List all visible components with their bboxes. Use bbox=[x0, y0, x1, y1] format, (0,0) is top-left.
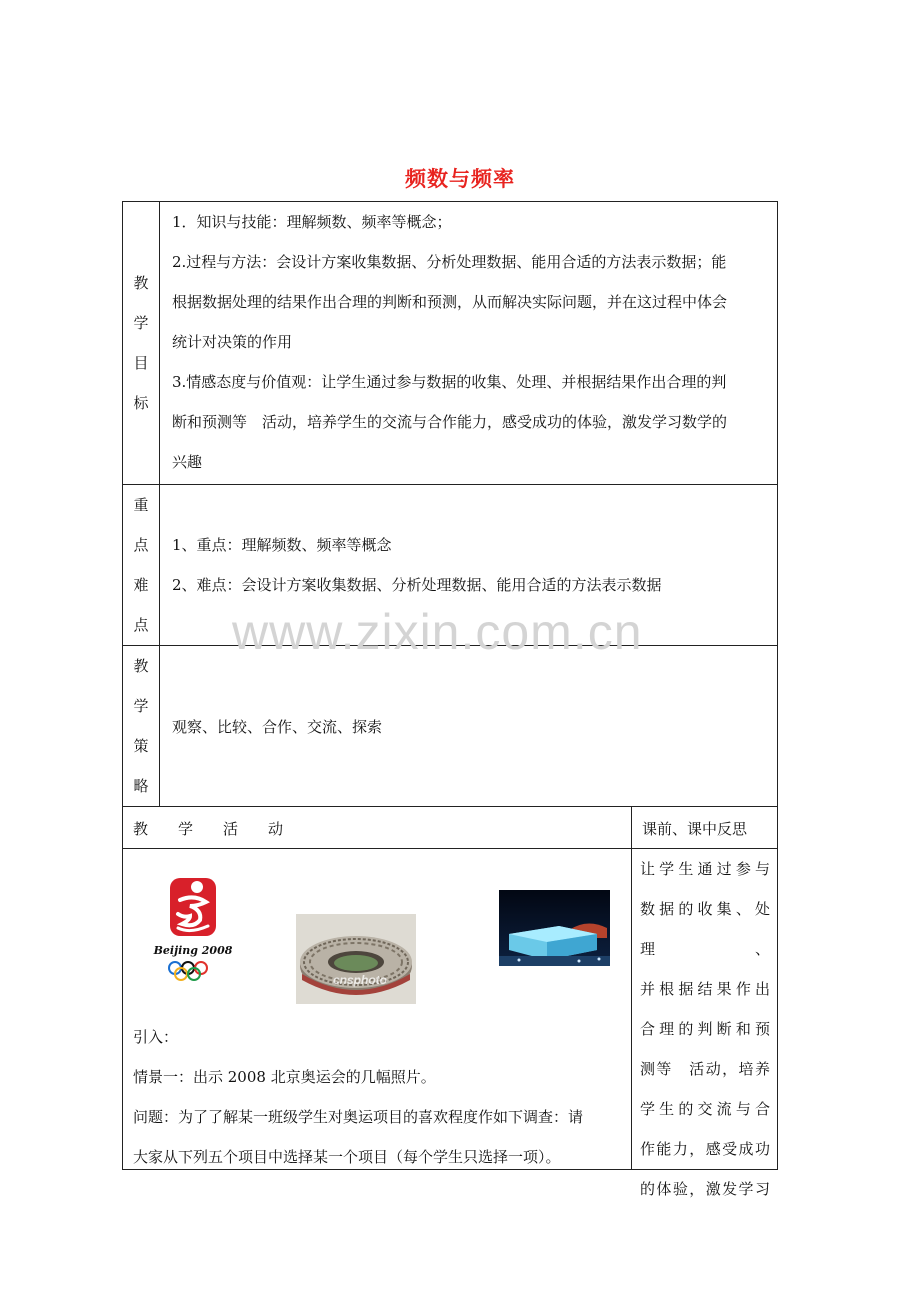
objectives-text bbox=[172, 202, 727, 482]
label-char: 教 bbox=[133, 274, 149, 292]
objective-line: 断和预测等 活动，培养学生的交流与合作能力，感受成功的体验，激发学习数学的 bbox=[172, 413, 728, 431]
strategy-text: 观察、比较、合作、交流、探索 bbox=[172, 718, 383, 736]
objective-line: 2.过程与方法：会设计方案收集数据、分析处理数据、能用合适的方法表示数据；能 bbox=[172, 253, 727, 271]
photo-watermark: cnsphoto bbox=[333, 973, 387, 987]
row-divider bbox=[122, 645, 778, 646]
label-char: 点 bbox=[133, 616, 149, 634]
key-points-text bbox=[172, 525, 662, 605]
row-divider bbox=[122, 484, 778, 485]
site-watermark: www.zixin.com.cn bbox=[232, 604, 643, 660]
label-char: 教 bbox=[133, 657, 149, 675]
water-cube-photo bbox=[499, 890, 610, 966]
activity-text bbox=[133, 1017, 583, 1177]
objective-line: 兴趣 bbox=[172, 453, 203, 471]
strategy-label bbox=[124, 646, 158, 806]
objective-line: 1．知识与技能：理解频数、频率等概念； bbox=[172, 213, 452, 231]
objectives-label bbox=[124, 263, 158, 423]
reflection-text bbox=[640, 849, 770, 1209]
label-char: 标 bbox=[133, 394, 149, 412]
objective-line: 统计对决策的作用 bbox=[172, 333, 293, 351]
reflection-line: 并根据结果作出 bbox=[640, 980, 770, 998]
key-point-line: 1、重点：理解频数、频率等概念 bbox=[172, 536, 392, 554]
activity-line: 情景一：出示 2008 北京奥运会的几幅照片。 bbox=[133, 1068, 436, 1086]
reflection-line: 测等 活动，培养 bbox=[640, 1060, 770, 1078]
page-title: 频数与频率 bbox=[405, 167, 515, 191]
row-divider bbox=[122, 806, 778, 807]
label-char: 策 bbox=[133, 737, 149, 755]
activity-header: 教 学 活 动 bbox=[133, 820, 284, 838]
reflection-line: 学生的交流与合 bbox=[640, 1100, 770, 1118]
label-column-divider bbox=[159, 201, 160, 806]
reflection-line: 数据的收集、处理、 bbox=[640, 900, 770, 958]
beijing-2008-logo bbox=[150, 876, 240, 986]
objective-line: 根据数据处理的结果作出合理的判断和预测，从而解决实际问题，并在这过程中体会 bbox=[172, 293, 728, 311]
activity-line: 大家从下列五个项目中选择某一个项目（每个学生只选择一项）。 bbox=[133, 1148, 561, 1166]
label-char: 学 bbox=[133, 314, 149, 332]
objective-line: 3.情感态度与价值观：让学生通过参与数据的收集、处理、并根据结果作出合理的判 bbox=[172, 373, 727, 391]
reflection-line: 合理的判断和预 bbox=[640, 1020, 770, 1038]
table-border-right bbox=[777, 201, 778, 1170]
activity-line: 问题：为了了解某一班级学生对奥运项目的喜欢程度作如下调查：请 bbox=[133, 1108, 584, 1126]
reflection-line: 让学生通过参与 bbox=[640, 860, 770, 878]
label-char: 难 bbox=[133, 576, 149, 594]
label-char: 略 bbox=[133, 777, 149, 795]
logo-text: Beijing 2008 bbox=[153, 944, 233, 957]
label-char: 点 bbox=[133, 536, 149, 554]
label-char: 学 bbox=[133, 697, 149, 715]
reflection-line: 的体验，激发学习 bbox=[640, 1180, 770, 1198]
reflection-header: 课前、课中反思 bbox=[642, 820, 748, 838]
table-border-left bbox=[122, 201, 123, 1170]
birds-nest-stadium-photo bbox=[296, 914, 416, 1004]
key-points-label bbox=[124, 485, 158, 645]
label-char: 目 bbox=[133, 354, 149, 372]
key-point-line: 2、难点：会设计方案收集数据、分析处理数据、能用合适的方法表示数据 bbox=[172, 576, 662, 594]
reflection-column-divider bbox=[631, 806, 632, 1170]
label-char: 重 bbox=[133, 496, 149, 514]
reflection-line: 作能力，感受成功 bbox=[640, 1140, 770, 1158]
activity-line: 引入： bbox=[133, 1028, 179, 1046]
